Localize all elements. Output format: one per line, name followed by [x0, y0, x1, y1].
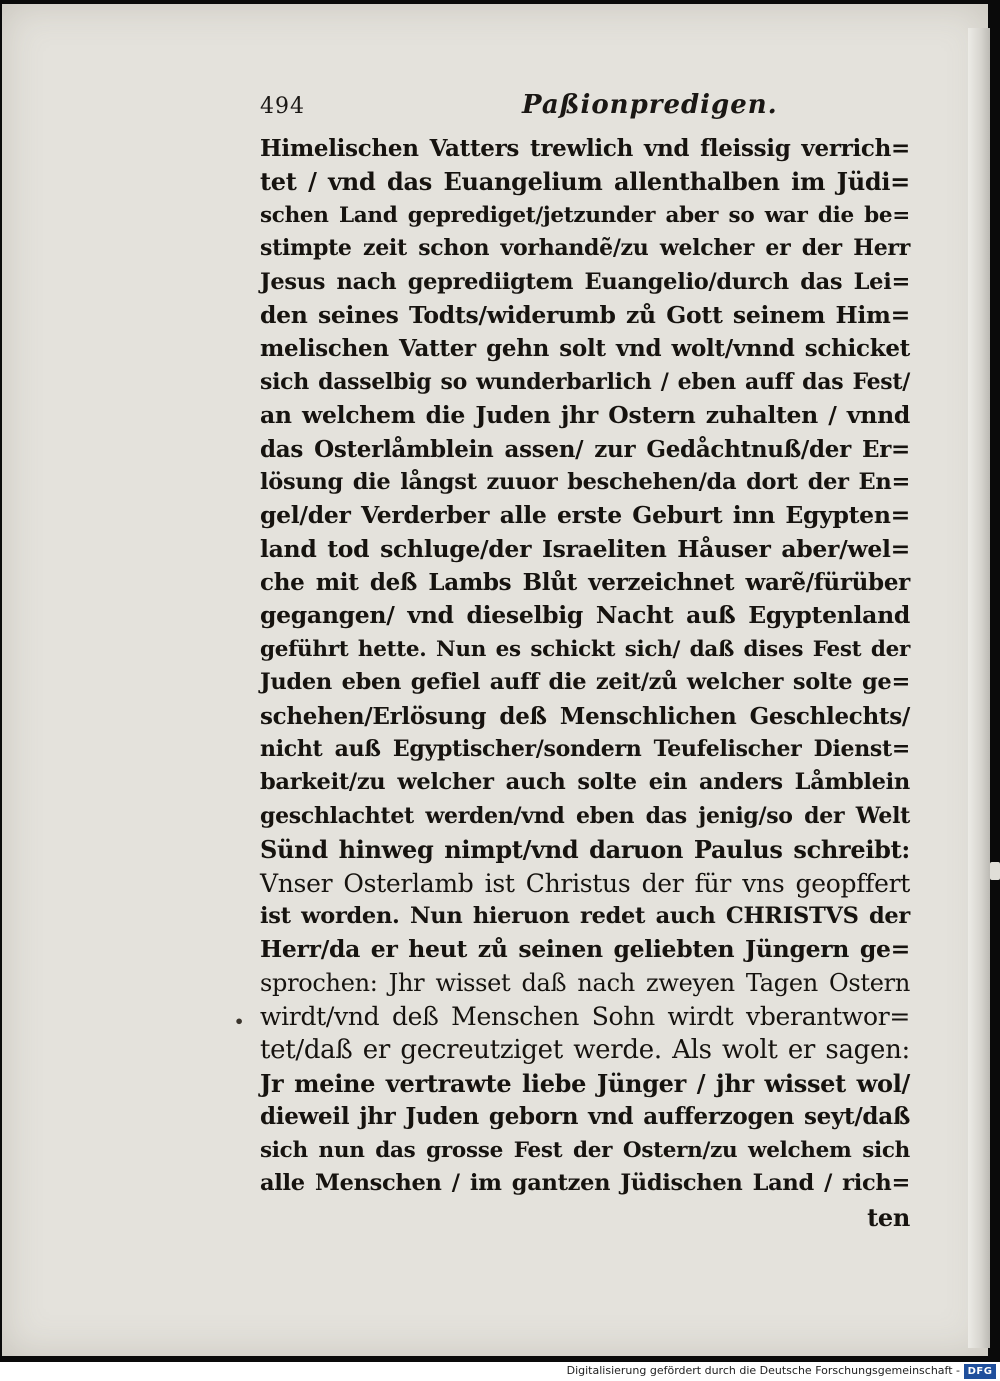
text-line: sich dasselbig so wunderbarlich / eben auff das Fest/: [260, 368, 910, 395]
text-line: den seines Todts/widerumb zů Gott seinem Him=: [260, 300, 910, 329]
page-edge: [968, 28, 990, 1348]
text-line: barkeit/zu welcher auch solte ein anders Låmblein: [260, 769, 910, 796]
text-line: stimpte zeit schon vorhandẽ/zu welcher er der Herr: [260, 235, 910, 262]
text-line: alle Menschen / im gantzen Jüdischen Land / rich=: [260, 1170, 910, 1197]
text-line: gegangen/ vnd dieselbig Nacht auß Egyptenland: [260, 601, 910, 630]
catchword: ten: [867, 1202, 910, 1232]
text-line: ist worden. Nun hieruon redet auch CHRISTVS der: [260, 902, 910, 929]
text-line: Himelischen Vatters trewlich vnd fleissig verrich=: [260, 135, 910, 162]
text-line: schen Land geprediget/jetzunder aber so war die be=: [260, 202, 910, 228]
text-line: das Osterlåmblein assen/ zur Gedåchtnuß/der Er=: [260, 435, 910, 463]
text-line: Jr meine vertrawte liebe Jünger / jhr wisset wol/: [260, 1068, 910, 1098]
text-line: sich nun das grosse Fest der Ostern/zu welchem sich: [260, 1137, 910, 1163]
text-line: tet/daß er gecreutziget werde. Als wolt er sagen:: [260, 1034, 910, 1065]
text-line: an welchem die Juden jhr Ostern zuhalten / vnnd: [260, 401, 910, 430]
text-line: Jesus nach geprediigtem Euangelio/durch das Lei=: [260, 268, 910, 295]
text-line: Juden eben gefiel auff die zeit/zů welcher solte ge=: [260, 669, 910, 696]
text-line: geführt hette. Nun es schickt sich/ daß dises Fest der: [260, 636, 910, 662]
text-line: sprochen: Jhr wisset daß nach zweyen Tagen Ostern: [260, 968, 910, 997]
body-text: [260, 132, 910, 1234]
footer-bar: [0, 1362, 1000, 1381]
text-line: schehen/Erlösung deß Menschlichen Geschlechts/: [260, 702, 910, 730]
text-line: che mit deß Lambs Blůt verzeichnet warẽ/fürüber: [260, 569, 910, 597]
text-line: Vnser Osterlamb ist Christus der für vns geopffert: [260, 868, 910, 898]
text-line: Herr/da er heut zů seinen geliebten Jüngern ge=: [260, 935, 910, 964]
dfg-logo[interactable]: DFG: [964, 1364, 996, 1379]
text-line: Sünd hinweg nimpt/vnd daruon Paulus schreibt:: [260, 835, 910, 865]
text-line: geschlachtet werden/vnd eben das jenig/so der Welt: [260, 802, 910, 829]
text-line: melischen Vatter gehn solt vnd wolt/vnnd schicket: [260, 335, 910, 363]
text-line: wirdt/vnd deß Menschen Sohn wirdt vberantwor=: [260, 1002, 910, 1032]
text-line: tet / vnd das Euangelium allenthalben im Jüdi=: [260, 167, 910, 197]
text-line: lösung die långst zuuor beschehen/da dort der En=: [260, 468, 910, 495]
running-title: Paßionpredigen.: [522, 90, 778, 120]
running-head: [260, 90, 778, 126]
book-page: [2, 4, 988, 1356]
edge-tab: [990, 862, 1000, 880]
text-line: land tod schluge/der Israeliten Håuser aber/wel=: [260, 534, 910, 563]
margin-mark: •: [234, 1012, 245, 1031]
text-line: gel/der Verderber alle erste Geburt inn Egypten=: [260, 501, 910, 530]
funding-credit: Digitalisierung gefördert durch die Deutsche Forschungsgemeinschaft -: [566, 1364, 960, 1377]
text-line: dieweil jhr Juden geborn vnd aufferzogen seyt/daß: [260, 1103, 910, 1131]
page-number: 494: [260, 94, 305, 119]
text-line: nicht auß Egyptischer/sondern Teufelischer Dienst=: [260, 736, 910, 763]
